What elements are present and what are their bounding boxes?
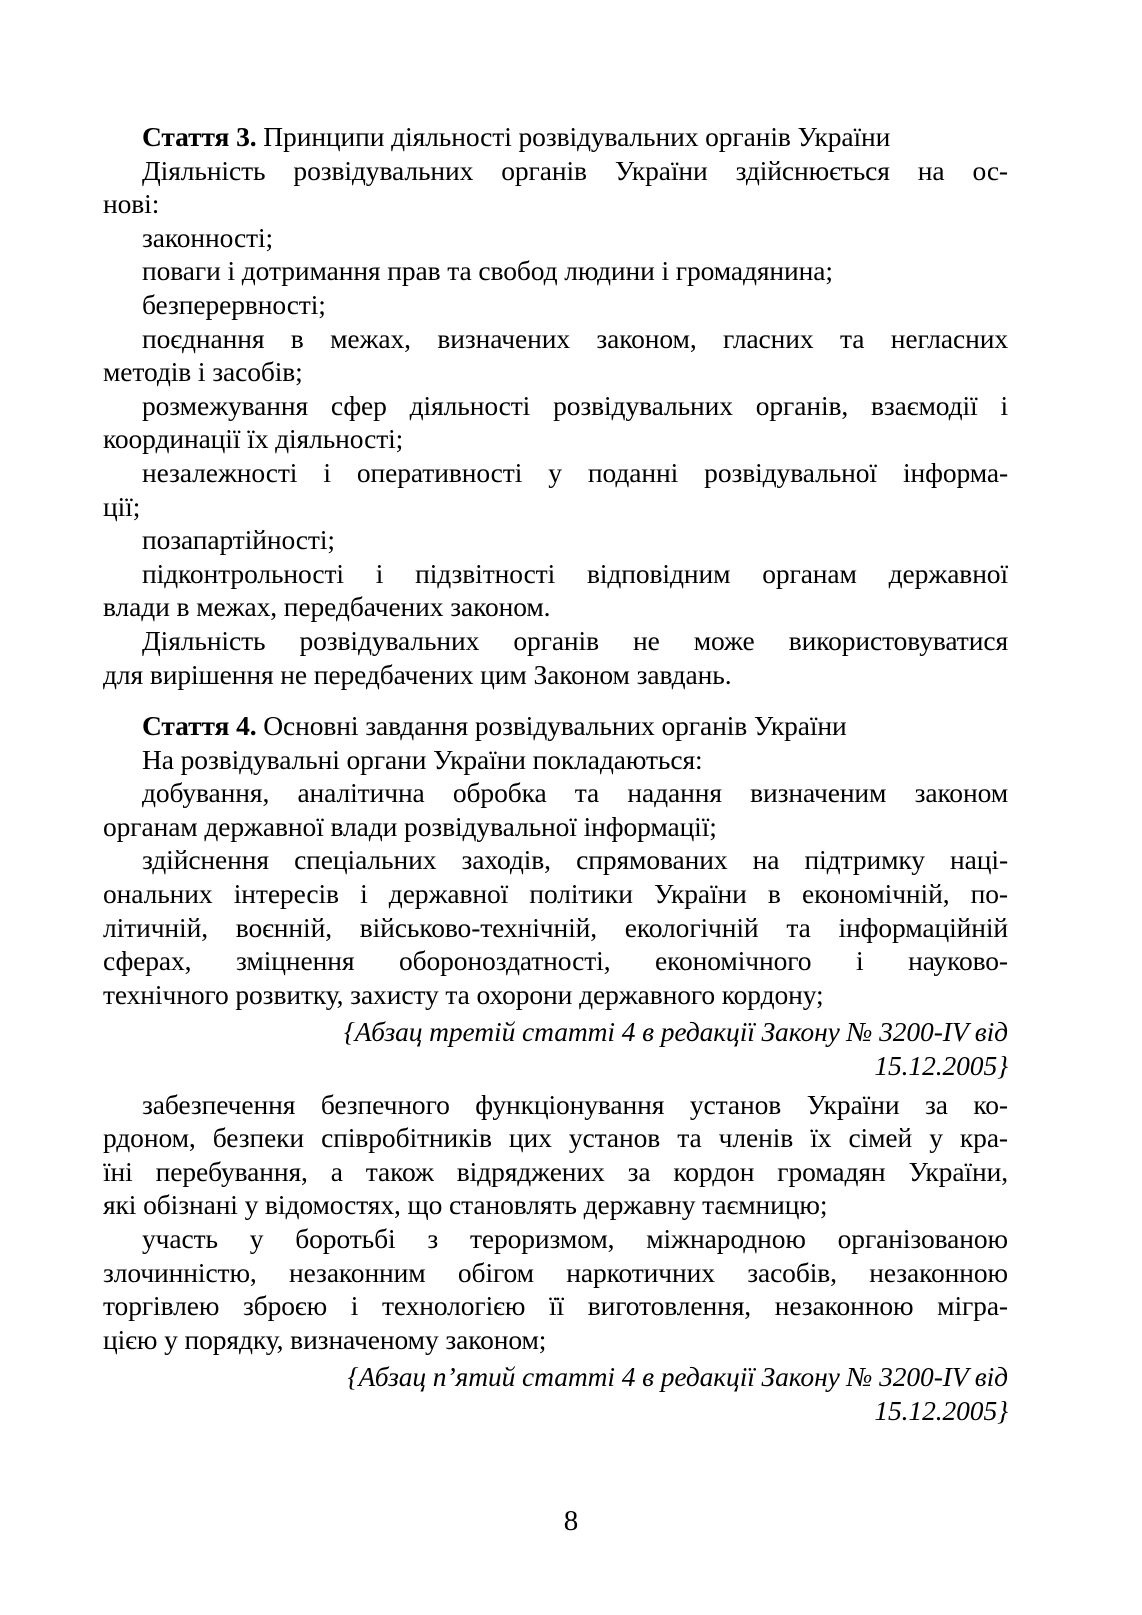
paragraph (103, 624, 1008, 691)
text-line: злочинністю, незаконним обігом наркотичних засобів, незаконною (103, 1256, 1008, 1288)
text-line: законності; (142, 221, 274, 253)
text-line: участь у боротьбі з тероризмом, міжнародною організованою (142, 1223, 1008, 1254)
text-column (103, 120, 1008, 1433)
text-line: координації їх діяльності; (103, 423, 404, 455)
text-line: підконтрольності і підзвітності відповідним органам державної (142, 557, 1008, 589)
paragraph (103, 322, 1008, 389)
paragraph (103, 523, 1008, 557)
paragraph (103, 743, 1008, 777)
paragraph (103, 456, 1008, 523)
text-line: 15.12.2005} (874, 1050, 1008, 1082)
text-line: позапартійності; (142, 524, 335, 556)
text-line: методів і засобів; (103, 356, 303, 388)
text-line: незалежності і оперативності у поданні розвідувальної інформа- (142, 456, 1008, 488)
text-line: цією у порядку, визначеному законом; (103, 1323, 547, 1355)
text-line: добування, аналітична обробка та надання визначеним законом (142, 777, 1008, 809)
text-line: які обізнані у відомостях, що становлять державну таємницю; (103, 1189, 828, 1221)
text-line: 15.12.2005} (874, 1394, 1008, 1426)
text-line: сферах, зміцнення обороноздатності, економічного і науково- (103, 945, 1008, 977)
paragraph (103, 557, 1008, 624)
heading-line: Стаття 3. Принципи діяльності розвідувальних органів України (142, 121, 891, 152)
paragraph (103, 1088, 1008, 1222)
paragraph (103, 254, 1008, 288)
text-line: Діяльність розвідувальних органів не може використовуватися (142, 624, 1008, 656)
text-line: розмежування сфер діяльності розвідувальних органів, взаємодії і (142, 389, 1008, 421)
article-number: Стаття 4. (142, 710, 257, 742)
text-line: нові: (103, 188, 160, 220)
text-line: ональних інтересів і державної політики України в економічній, по- (103, 878, 1008, 910)
paragraph (103, 843, 1008, 1011)
text-line: поваги і дотримання прав та свобод людини і громадянина; (142, 255, 833, 287)
paragraph (103, 1222, 1008, 1356)
text-line: влади в межах, передбачених законом. (103, 591, 551, 623)
text-line: забезпечення безпечного функціонування установ України за ко- (142, 1088, 1008, 1120)
paragraph (103, 389, 1008, 456)
text-line: здійснення спеціальних заходів, спрямованих на підтримку наці- (142, 844, 1008, 876)
text-line: Діяльність розвідувальних органів України здійснюється на ос- (142, 154, 1008, 186)
text-line: На розвідувальні органи України покладаються: (142, 743, 703, 775)
paragraph (103, 221, 1008, 255)
text-line: {Абзац п’ятий статті 4 в редакції Закону № 3200-IV від (347, 1361, 1008, 1393)
text-line: безперервності; (142, 288, 326, 320)
text-line: літичній, воєнній, військово-технічній, екологічній та інформаційній (103, 911, 1008, 943)
text-line: їні перебування, а також відряджених за кордон громадян України, (103, 1155, 1008, 1187)
text-line: торгівлею зброєю і технологією її виготовлення, незаконною мігра- (103, 1290, 1008, 1322)
article-number: Стаття 3. (142, 121, 257, 152)
editorial-note (103, 1360, 1008, 1427)
editorial-note (103, 1015, 1008, 1082)
text-line: органам державної влади розвідувальної інформації; (103, 810, 717, 842)
article-heading (103, 709, 1008, 743)
paragraph (103, 154, 1008, 221)
text-line: рдоном, безпеки співробітників цих установ та членів їх сімей у кра- (103, 1122, 1008, 1154)
paragraph (103, 288, 1008, 322)
text-line: ції; (103, 490, 141, 522)
page-number: 8 (563, 1505, 579, 1537)
text-line: поєднання в межах, визначених законом, гласних та негласних (142, 322, 1008, 354)
text-line: технічного розвитку, захисту та охорони державного кордону; (103, 978, 824, 1010)
paragraph (103, 776, 1008, 843)
heading-line: Стаття 4. Основні завдання розвідувальних органів України (142, 710, 847, 742)
text-line: {Абзац третій статті 4 в редакції Закону № 3200-IV від (343, 1016, 1008, 1048)
article-heading (103, 120, 1008, 154)
text-line: для вирішення не передбачених цим Законом завдань. (103, 658, 732, 690)
